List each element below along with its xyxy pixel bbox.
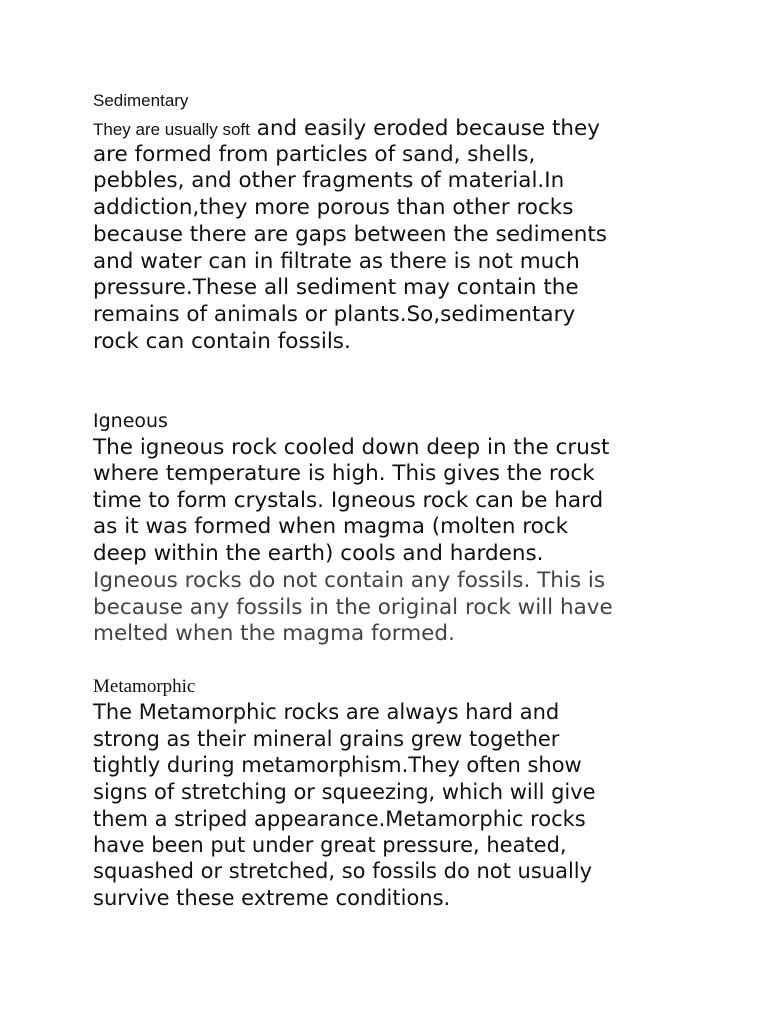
metamorphic-line-3: tightly during metamorphism.They often show <box>93 753 582 777</box>
metamorphic-line-5: them a striped appearance.Metamorphic rocks <box>93 807 586 831</box>
igneous-line-2: where temperature is high. This gives the rock <box>93 461 595 486</box>
sedimentary-line-9: rock can contain fossils. <box>93 329 351 354</box>
sedimentary-line-6: and water can in filtrate as there is not much <box>93 249 580 274</box>
igneous-gray-line-2: because any fossils in the original rock will have <box>93 595 613 620</box>
sedimentary-line-3: pebbles, and other fragments of material.In <box>93 168 565 193</box>
sedimentary-line-8: remains of animals or plants.So,sedimentary <box>93 302 576 327</box>
metamorphic-line-8: survive these extreme conditions. <box>93 886 451 910</box>
metamorphic-line-1: The Metamorphic rocks are always hard and <box>93 700 560 724</box>
sedimentary-line-1-lead: They are usually soft <box>93 120 250 139</box>
metamorphic-line-7: squashed or stretched, so fossils do not usually <box>93 859 593 883</box>
igneous-heading: Igneous <box>93 410 168 432</box>
igneous-gray-line-1: Igneous rocks do not contain any fossils. This is <box>93 568 606 593</box>
igneous-line-5: deep within the earth) cools and hardens. <box>93 541 544 566</box>
igneous-gray-line-3: melted when the magma formed. <box>93 621 455 646</box>
sedimentary-line-2: are formed from particles of sand, shells, <box>93 142 536 167</box>
metamorphic-line-4: signs of stretching or squeezing, which will give <box>93 780 596 804</box>
metamorphic-line-2: strong as their mineral grains grew together <box>93 727 560 751</box>
igneous-line-4: as it was formed when magma (molten rock <box>93 514 569 539</box>
sedimentary-line-4: addiction,they more porous than other rocks <box>93 195 574 220</box>
sedimentary-line-1-rest: and easily eroded because they <box>249 116 600 141</box>
metamorphic-line-6: have been put under great pressure, heated, <box>93 833 567 857</box>
metamorphic-heading: Metamorphic <box>93 676 196 697</box>
igneous-line-1: The igneous rock cooled down deep in the crust <box>93 435 610 460</box>
sedimentary-line-5: because there are gaps between the sediments <box>93 222 607 247</box>
sedimentary-line-7: pressure.These all sediment may contain the <box>93 275 579 300</box>
sedimentary-heading: Sedimentary <box>93 91 189 110</box>
igneous-line-3: time to form crystals. Igneous rock can be hard <box>93 488 604 513</box>
sedimentary-line-1 <box>93 116 600 143</box>
